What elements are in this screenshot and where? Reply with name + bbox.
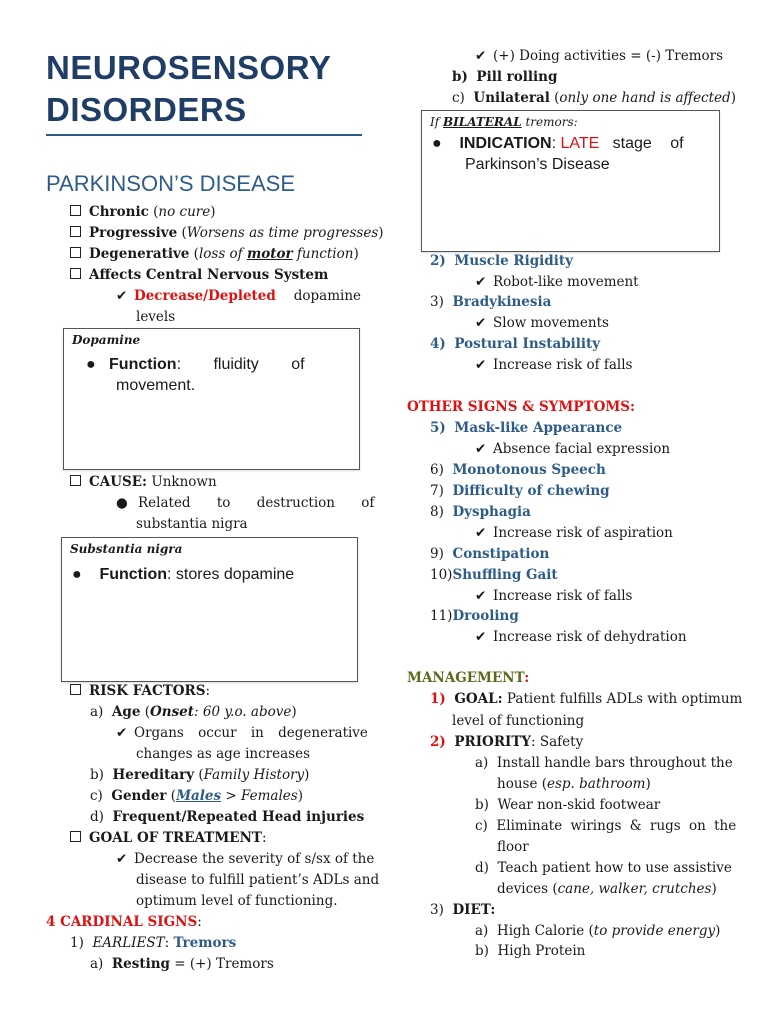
other-8-sub: ✔ Increase risk of aspiration: [475, 525, 673, 541]
other-11-sub: ✔ Increase risk of dehydration: [475, 629, 687, 645]
risk-head: d) Frequent/Repeated Head injuries: [90, 809, 365, 825]
dopamine-box: [63, 328, 360, 470]
dopamine-caption: Dopamine: [72, 333, 141, 347]
bullet-icon: ●: [432, 135, 442, 152]
sign-3-sub: ✔ Slow movements: [475, 315, 609, 331]
sign-4: 4) Postural Instability: [430, 336, 601, 352]
mgmt-priority: 2) PRIORITY: Safety: [430, 734, 584, 750]
diet-a: a) High Calorie (to provide energy): [475, 923, 721, 939]
checkbox-icon: [70, 475, 81, 486]
goal-text-cont2: optimum level of functioning.: [136, 893, 338, 909]
risk-hereditary: b) Hereditary (Family History): [90, 767, 310, 783]
cardinal-resting: a) Resting = (+) Tremors: [90, 956, 274, 972]
checkmark-icon: ✔: [475, 441, 487, 457]
other-8: 8) Dysphagia: [430, 504, 531, 520]
bullet-icon: ●: [86, 356, 96, 373]
checkmark-icon: ✔: [116, 725, 128, 741]
sign-2-sub: ✔ Robot-like movement: [475, 274, 639, 290]
priority-c: c) Eliminate wirings & rugs on the: [475, 818, 737, 834]
bullet-icon: ●: [72, 566, 82, 583]
list-item-chronic: Chronic (no cure): [70, 203, 216, 222]
pill-rolling: b) Pill rolling: [452, 69, 558, 85]
checkmark-icon: ✔: [475, 315, 487, 331]
list-item-progressive: Progressive (Worsens as time progresses): [70, 224, 384, 243]
list-item-goal-treatment: GOAL OF TREATMENT:: [70, 829, 267, 848]
checkbox-icon: [70, 831, 81, 842]
mgmt-diet: 3) DIET:: [430, 902, 496, 918]
management-heading: MANAGEMENT:: [407, 670, 530, 686]
bilateral-indication: ● INDICATION: LATE stage of: [432, 135, 684, 152]
checkbox-icon: [70, 268, 81, 279]
checkmark-icon: ✔: [475, 48, 487, 64]
other-10-sub: ✔ Increase risk of falls: [475, 588, 633, 604]
checkbox-icon: [70, 205, 81, 216]
checkmark-icon: ✔: [475, 525, 487, 541]
page-title-line2: DISORDERS: [46, 91, 247, 128]
page-title-line1: NEUROSENSORY: [46, 49, 332, 86]
mgmt-goal-cont: level of functioning: [452, 713, 585, 729]
list-item-degenerative: Degenerative (loss of motor function): [70, 245, 359, 264]
other-7: 7) Difficulty of chewing: [430, 483, 610, 499]
section-heading: PARKINSON’S DISEASE: [46, 171, 295, 196]
bullet-icon: ●: [116, 495, 128, 511]
bilateral-box: [421, 110, 720, 252]
priority-a-cont: house (esp. bathroom): [497, 776, 651, 792]
priority-c-cont: floor: [497, 839, 529, 855]
dopamine-function-cont: movement.: [116, 377, 196, 394]
checkmark-icon: ✔: [475, 357, 487, 373]
decrease-cont: levels: [136, 309, 176, 325]
priority-d-cont: devices (cane, walker, crutches): [497, 881, 717, 897]
other-11: 11)Drooling: [430, 608, 519, 624]
substantia-box: [61, 537, 358, 682]
cardinal-earliest: 1) EARLIEST: Tremors: [70, 935, 237, 951]
checkmark-icon: ✔: [475, 629, 487, 645]
diet-b: b) High Protein: [475, 943, 586, 959]
checkbox-icon: [70, 226, 81, 237]
risk-organs-cont: changes as age increases: [136, 746, 310, 762]
dopamine-function: ● Function: fluidity of: [86, 356, 305, 373]
goal-text: ✔ Decrease the severity of s/sx of the: [116, 851, 375, 867]
list-item-risk: RISK FACTORS:: [70, 682, 210, 701]
mgmt-goal: 1) GOAL: Patient fulfills ADLs with optimum: [430, 691, 743, 707]
list-item-related: ● Related to destruction of: [116, 495, 375, 511]
other-5: 5) Mask-like Appearance: [430, 420, 623, 436]
other-signs-heading: OTHER SIGNS & SYMPTOMS:: [407, 399, 636, 415]
list-item-decrease: ✔ Decrease/Depleted dopamine: [116, 288, 361, 304]
related-cont: substantia nigra: [136, 516, 248, 532]
checkmark-icon: ✔: [475, 274, 487, 290]
substantia-caption: Substantia nigra: [70, 542, 183, 556]
sign-2: 2) Muscle Rigidity: [430, 253, 573, 269]
priority-b: b) Wear non-skid footwear: [475, 797, 661, 813]
sign-4-sub: ✔ Increase risk of falls: [475, 357, 633, 373]
other-10: 10)Shuffling Gait: [430, 567, 558, 583]
bilateral-cont: Parkinson’s Disease: [465, 156, 610, 173]
title-divider: [46, 134, 362, 136]
checkmark-icon: ✔: [475, 588, 487, 604]
goal-text-cont1: disease to fulfill patient’s ADLs and: [136, 872, 380, 888]
checkbox-icon: [70, 684, 81, 695]
other-5-sub: ✔ Absence facial expression: [475, 441, 671, 457]
checkbox-icon: [70, 247, 81, 258]
priority-d: d) Teach patient how to use assistive: [475, 860, 732, 876]
checkmark-icon: ✔: [116, 851, 128, 867]
unilateral: c) Unilateral (only one hand is affected): [452, 90, 736, 106]
list-item-cause: CAUSE: Unknown: [70, 473, 217, 492]
risk-organs: ✔ Organs occur in degenerative: [116, 725, 368, 741]
risk-age: a) Age (Onset: 60 y.o. above): [90, 704, 297, 720]
substantia-function: ● Function: stores dopamine: [72, 566, 295, 583]
cardinal-heading: 4 CARDINAL SIGNS:: [46, 914, 202, 930]
other-9: 9) Constipation: [430, 546, 550, 562]
other-6: 6) Monotonous Speech: [430, 462, 606, 478]
checkmark-icon: ✔: [116, 288, 128, 304]
sign-3: 3) Bradykinesia: [430, 294, 552, 310]
list-item-affects: Affects Central Nervous System: [70, 266, 328, 285]
priority-a: a) Install handle bars throughout the: [475, 755, 733, 771]
doing-activities: ✔ (+) Doing activities = (-) Tremors: [475, 48, 724, 64]
bilateral-caption: If BILATERAL tremors:: [430, 115, 578, 129]
risk-gender: c) Gender (Males > Females): [90, 788, 303, 804]
